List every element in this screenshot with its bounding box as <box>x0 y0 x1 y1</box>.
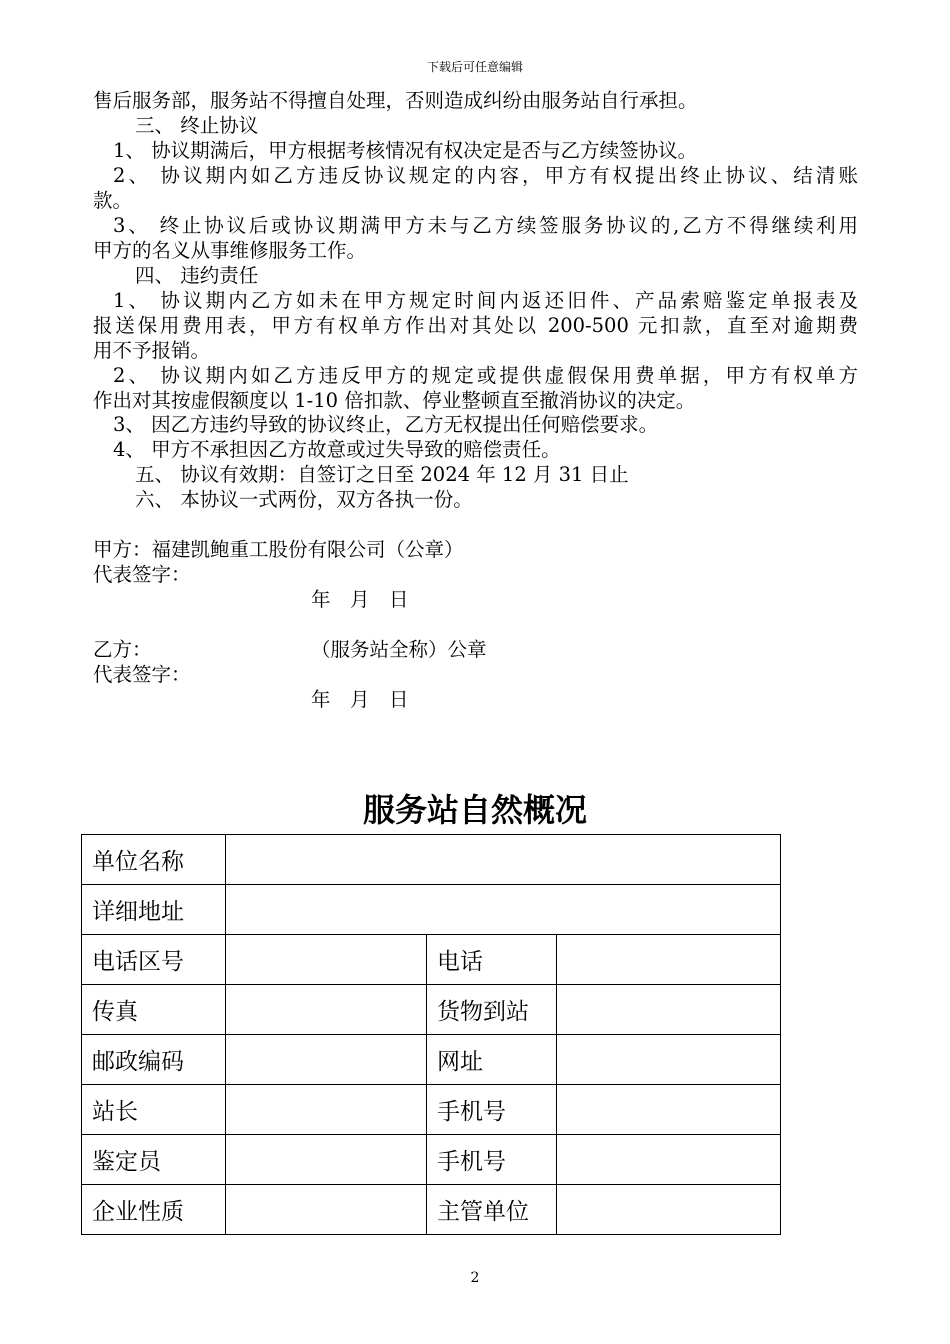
value-cell[interactable] <box>557 1035 781 1085</box>
table-row <box>82 835 781 885</box>
table-row <box>82 1035 781 1085</box>
body-line: 1、 协议期内乙方如未在甲方规定时间内返还旧件、产品索赔鉴定单报表及 <box>113 289 858 312</box>
body-line: 3、 因乙方违约导致的协议终止，乙方无权提出任何赔偿要求。 <box>113 413 659 436</box>
value-cell[interactable] <box>226 835 781 885</box>
table-row <box>82 935 781 985</box>
table-row <box>82 985 781 1035</box>
value-cell[interactable] <box>557 935 781 985</box>
label-cell: 电话 <box>427 935 557 985</box>
party-a-name: 甲方：福建凯鲍重工股份有限公司（公章） <box>93 538 464 561</box>
value-cell[interactable] <box>226 985 427 1035</box>
table-row <box>82 1185 781 1235</box>
party-b-rep-label: 代表签字： <box>93 663 191 686</box>
label-cell: 企业性质 <box>82 1185 226 1235</box>
body-line: 4、 甲方不承担因乙方故意或过失导致的赔偿责任。 <box>113 438 561 461</box>
value-cell[interactable] <box>557 1085 781 1135</box>
service-station-info-table <box>81 834 781 1235</box>
label-cell: 货物到站 <box>427 985 557 1035</box>
label-cell: 邮政编码 <box>82 1035 226 1085</box>
label-cell: 详细地址 <box>82 885 226 935</box>
party-a-date: 年 月 日 <box>311 588 409 611</box>
section-heading: 六、 本协议一式两份，双方各执一份。 <box>135 488 473 511</box>
page-number: 2 <box>470 1270 480 1286</box>
label-cell: 鉴定员 <box>82 1135 226 1185</box>
section-heading: 四、 违约责任 <box>135 264 259 287</box>
body-line: 2、 协议期内如乙方违反协议规定的内容，甲方有权提出终止协议、结清账 <box>113 164 858 187</box>
page-header-note: 下载后可任意编辑 <box>426 60 523 74</box>
party-b-label: 乙方： <box>93 638 152 661</box>
body-line: 款。 <box>93 189 133 212</box>
party-b-date: 年 月 日 <box>311 688 409 711</box>
table-row <box>82 885 781 935</box>
table-row <box>82 1085 781 1135</box>
table-row <box>82 1135 781 1185</box>
body-line: 报送保用费用表，甲方有权单方作出对其处以 200-500 元扣款，直至对逾期费 <box>93 314 858 337</box>
body-line: 甲方的名义从事维修服务工作。 <box>93 239 367 262</box>
body-line: 作出对其按虚假额度以 1-10 倍扣款、停业整顿直至撤消协议的决定。 <box>93 389 696 412</box>
party-b-seal: （服务站全称）公章 <box>311 638 487 661</box>
value-cell[interactable] <box>226 935 427 985</box>
value-cell[interactable] <box>226 1185 427 1235</box>
label-cell: 手机号 <box>427 1085 557 1135</box>
label-cell: 网址 <box>427 1035 557 1085</box>
label-cell: 站长 <box>82 1085 226 1135</box>
label-cell: 传真 <box>82 985 226 1035</box>
section-heading: 五、 协议有效期：自签订之日至 2024 年 12 月 31 日止 <box>135 463 629 486</box>
body-line: 2、 协议期内如乙方违反甲方的规定或提供虚假保用费单据，甲方有权单方 <box>113 364 858 387</box>
body-line: 用不予报销。 <box>93 339 211 362</box>
value-cell[interactable] <box>226 885 781 935</box>
value-cell[interactable] <box>226 1035 427 1085</box>
value-cell[interactable] <box>557 985 781 1035</box>
party-a-rep-label: 代表签字： <box>93 563 191 586</box>
body-line: 售后服务部，服务站不得擅自处理，否则造成纠纷由服务站自行承担。 <box>93 89 698 112</box>
body-line: 1、 协议期满后，甲方根据考核情况有权决定是否与乙方续签协议。 <box>113 139 698 162</box>
body-line: 3、 终止协议后或协议期满甲方未与乙方续签服务协议的,乙方不得继续利用 <box>113 214 858 237</box>
section-heading: 三、 终止协议 <box>135 114 259 137</box>
label-cell: 主管单位 <box>427 1185 557 1235</box>
value-cell[interactable] <box>226 1135 427 1185</box>
label-cell: 电话区号 <box>82 935 226 985</box>
value-cell[interactable] <box>226 1085 427 1135</box>
label-cell: 手机号 <box>427 1135 557 1185</box>
value-cell[interactable] <box>557 1185 781 1235</box>
table-title: 服务站自然概况 <box>362 791 587 829</box>
value-cell[interactable] <box>557 1135 781 1185</box>
label-cell: 单位名称 <box>82 835 226 885</box>
